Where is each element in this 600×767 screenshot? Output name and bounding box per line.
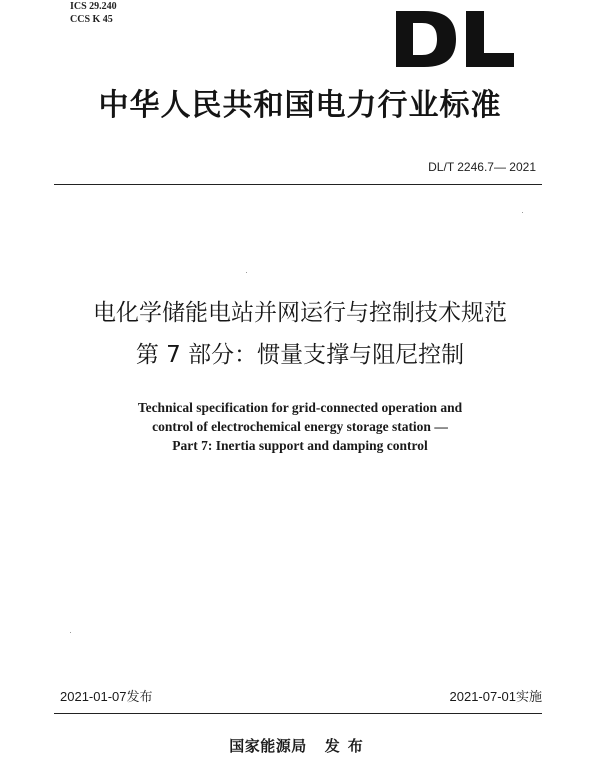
issue-date: 2021-01-07发布 (60, 689, 153, 704)
standard-number: DL/T 2246.7— 2021 (428, 160, 536, 174)
issuer-name: 国家能源局 (229, 737, 307, 755)
scan-speck (522, 212, 523, 213)
english-title-line-1: Technical specification for grid-connected operation and (137, 400, 463, 415)
bottom-divider (54, 713, 542, 714)
implementation-date: 2021-07-01实施 (449, 689, 542, 704)
ics-code: ICS 29.240 (70, 1, 117, 12)
chinese-title-line-2: 第 7 部分：惯量支撑与阻尼控制 (135, 342, 465, 368)
top-divider (54, 184, 542, 185)
dl-logo (392, 8, 520, 70)
scan-speck (70, 632, 71, 633)
english-title-line-3: Part 7: Inertia support and damping control (172, 438, 428, 453)
scan-speck (246, 272, 247, 273)
issuer-action: 发布 (324, 737, 371, 755)
industry-standard-title: 中华人民共和国电力行业标准 (98, 88, 502, 123)
issuer-line (0, 735, 600, 756)
chinese-title-line-1: 电化学储能电站并网运行与控制技术规范 (93, 300, 507, 326)
english-title-line-2: control of electrochemical energy storage station — (152, 419, 448, 434)
logo-letter-d (396, 11, 456, 67)
ccs-code: CCS K 45 (70, 14, 113, 25)
logo-letter-l (466, 11, 514, 67)
